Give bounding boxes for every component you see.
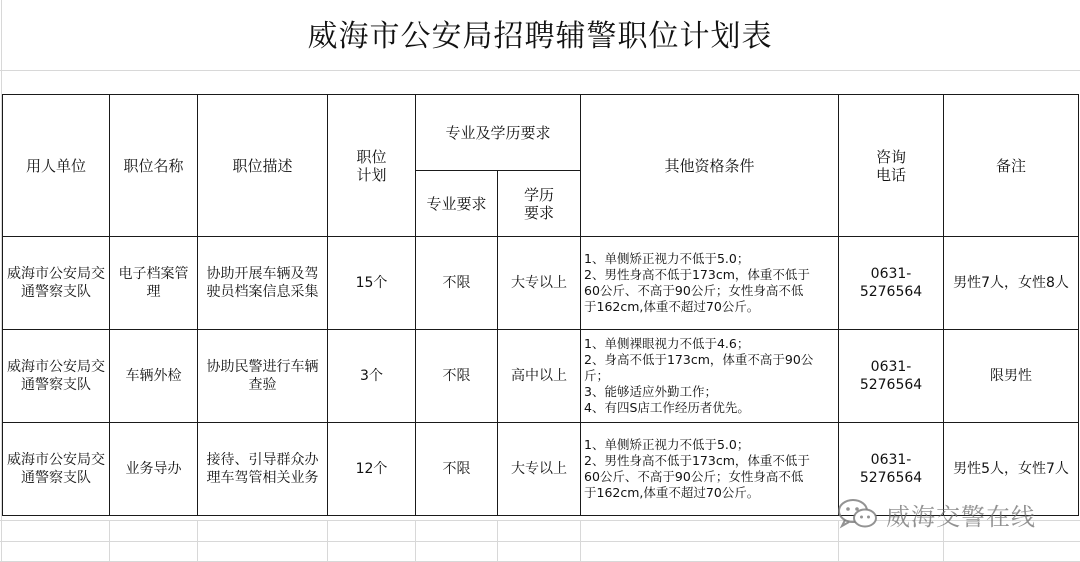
cell-position-name: 业务导办 [110,423,198,516]
header-edu-group: 专业及学历要求 [416,95,581,171]
cell-phone: 0631-5276564 [839,423,944,516]
requirement-line: 2、男性身高不低于173cm，体重不低于 [584,267,810,282]
cell-requirements [581,423,839,516]
requirement-line: 3、能够适应外勤工作； [584,384,717,399]
cell-unit: 威海市公安局交通警察支队 [3,237,110,330]
watermark [836,494,1036,534]
gridline [580,520,581,562]
requirement-line: 1、单侧矫正视力不低于5.0； [584,251,750,266]
table-row [3,237,1079,330]
gridline [415,520,416,562]
cell-phone: 0631-5276564 [839,330,944,423]
gridline [0,70,1080,71]
header-position-name: 职位名称 [110,95,198,237]
wechat-icon [836,496,880,532]
gridline [327,520,328,562]
requirement-line: 4、有四S店工作经历者优先。 [584,400,750,415]
header-row [3,95,1079,171]
cell-plan: 15个 [328,237,416,330]
cell-education: 大专以上 [498,423,581,516]
watermark-text: 威海交警在线 [886,502,1036,531]
table-row [3,330,1079,423]
cell-education: 高中以上 [498,330,581,423]
header-unit: 用人单位 [3,95,110,237]
gridline [197,520,198,562]
header-description: 职位描述 [198,95,328,237]
recruitment-plan-table [2,94,1079,516]
gridline [0,541,1080,542]
gridline [109,520,110,562]
cell-education: 大专以上 [498,237,581,330]
requirement-line: 60公斤、不高于90公斤；女性身高不低 [584,469,804,484]
cell-plan: 3个 [328,330,416,423]
cell-notes: 限男性 [944,330,1079,423]
cell-description: 协助民警进行车辆查验 [198,330,328,423]
cell-plan: 12个 [328,423,416,516]
header-phone: 咨询 电话 [839,95,944,237]
cell-major: 不限 [416,423,498,516]
cell-unit: 威海市公安局交通警察支队 [3,423,110,516]
cell-unit: 威海市公安局交通警察支队 [3,330,110,423]
requirement-line: 1、单侧裸眼视力不低于4.6； [584,336,750,351]
header-notes: 备注 [944,95,1079,237]
gridline [497,520,498,562]
requirement-line: 于162cm,体重不超过70公斤。 [584,485,760,500]
cell-position-name: 车辆外检 [110,330,198,423]
page-title: 威海市公安局招聘辅警职位计划表 [307,19,773,54]
header-other: 其他资格条件 [581,95,839,237]
header-major: 专业要求 [416,171,498,237]
requirement-line: 1、单侧矫正视力不低于5.0； [584,437,750,452]
cell-position-name: 电子档案管理 [110,237,198,330]
header-plan: 职位 计划 [328,95,416,237]
cell-description: 接待、引导群众办理车驾管相关业务 [198,423,328,516]
cell-major: 不限 [416,330,498,423]
requirement-line: 60公斤、不高于90公斤；女性身高不低 [584,283,804,298]
cell-notes: 男性7人，女性8人 [944,237,1079,330]
cell-requirements [581,237,839,330]
requirement-line: 2、男性身高不低于173cm，体重不低于 [584,453,810,468]
cell-phone: 0631-5276564 [839,237,944,330]
cell-major: 不限 [416,237,498,330]
cell-notes: 男性5人，女性7人 [944,423,1079,516]
requirement-line: 斤； [584,368,610,383]
cell-description: 协助开展车辆及驾驶员档案信息采集 [198,237,328,330]
requirement-line: 2、身高不低于173cm，体重不高于90公 [584,352,814,367]
header-education: 学历 要求 [498,171,581,237]
cell-requirements [581,330,839,423]
requirement-line: 于162cm,体重不超过70公斤。 [584,299,760,314]
